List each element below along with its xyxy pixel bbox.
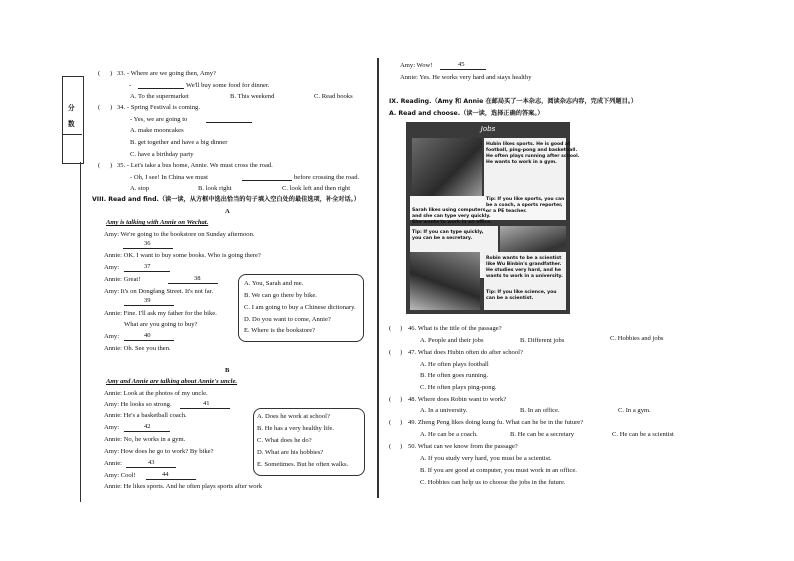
blank-36-number: 36 [144, 240, 151, 247]
q47-option-a: A. He often plays football [420, 361, 489, 368]
margin-line [80, 162, 81, 502]
tip2-line-1: Tip: If you can type quickly, [412, 230, 484, 235]
box-a-option-a: A. You, Sarah and me. [244, 280, 304, 287]
q50-option-a: A. If you study very hard, you must be a scientist. [420, 455, 552, 462]
q35-paren-open: ( [98, 162, 101, 169]
q49-option-c: C. He can be a scientist [612, 431, 674, 438]
q34-blank[interactable] [206, 122, 252, 123]
p2-line-2: and she can type very quickly. [412, 214, 491, 219]
q34-option-c: C. have a birthday party [130, 151, 194, 158]
q33-option-a: A. To the supermarket [130, 93, 189, 100]
panel-sports-photo [412, 138, 482, 196]
dialog-a-line-9: Annie: Oh. See you then. [104, 345, 171, 352]
q47-option-c: C. He often plays ping-pong. [420, 384, 497, 391]
p3-line-4: wants to work in a university. [486, 274, 563, 279]
q48-option-c: C. In a gym. [618, 407, 651, 414]
box-b-option-e: E. Sometimes. But he often walks. [257, 461, 349, 468]
q33-paren-close: ) [110, 70, 113, 77]
score-box-divider-2 [62, 134, 82, 135]
q46-option-a: A. People and their jobs [420, 337, 484, 344]
box-b-option-b: B. He has a very healthy life. [257, 425, 334, 432]
box-b-option-a: A. Does he work at school? [257, 413, 330, 420]
blank-41-number: 41 [203, 400, 210, 407]
section-9-title: IX. Reading.（Amy 和 Annie 在邮局买了一本杂志，阅读杂志内容，完成下列题目。） [389, 98, 638, 105]
q33-paren-open: ( [98, 70, 101, 77]
section-8-title: VIII. Read and find.（读一读，从方框中选出恰当的句子填入空白处的最佳选项，补全对话。） [92, 196, 360, 203]
q35-option-a: A. stop [130, 185, 150, 192]
q49-option-b: B. He can be a secretary [510, 431, 575, 438]
dialog-a-intro: Amy is talking with Annie on Wechat. [106, 219, 209, 226]
blank-42-number: 42 [144, 423, 151, 430]
magazine-title: Jobs [480, 125, 496, 133]
p3-line-1: Robin wants to be a scientist [486, 256, 562, 261]
p2-line-3: She wants to work in an office. [412, 220, 492, 225]
section-9-part-a: A. Read and choose.（读一读，选择正确的答案。） [389, 110, 544, 117]
score-box-divider [62, 76, 82, 77]
q35-blank[interactable] [242, 180, 292, 181]
q34-option-b: B. get together and have a big dinner [130, 139, 228, 146]
q35-line2-prefix: - Oh, I see! In China we must [130, 174, 209, 181]
blank-41[interactable] [180, 408, 230, 409]
q50-paren-close: ) [400, 443, 403, 450]
q35-option-c: C. look left and then right [282, 185, 351, 192]
blank-40-number: 40 [144, 332, 151, 339]
blank-44[interactable] [146, 479, 196, 480]
blank-37-number: 37 [144, 263, 151, 270]
blank-45[interactable] [440, 69, 486, 70]
blank-43[interactable] [126, 467, 176, 468]
tip3-line-2: can be a scientist. [486, 296, 534, 301]
dialog-b-line-2: Amy: He looks so strong. [104, 401, 172, 408]
box-a-option-d: D. Do you want to come, Annie? [244, 316, 331, 323]
blank-42[interactable] [124, 431, 170, 432]
box-a-option-b: B. We can go there by bike. [244, 292, 317, 299]
tip2-line-2: you can be a secretary. [412, 236, 473, 241]
q48-paren-open: ( [389, 396, 392, 403]
dialog-a-line-8: Amy: [104, 333, 120, 340]
q34-line2: - Yes, we are going to [130, 116, 188, 123]
blank-37[interactable] [124, 271, 170, 272]
dialog-b-line-5: Annie: No, he works in a gym. [104, 436, 186, 443]
section-8-part-b: B [225, 367, 230, 374]
panel-science-photo-block [410, 252, 480, 310]
dialog-b-line-9: Annie: He likes sports. And he often plays sports after work [104, 483, 263, 490]
tip1-line-3: or a PE teacher. [486, 209, 527, 214]
q33-option-c: C. Read books [314, 93, 353, 100]
q48-paren-close: ) [400, 396, 403, 403]
q46-question: 46. What is the title of the passage? [408, 325, 502, 332]
q47-paren-close: ) [400, 349, 403, 356]
dialog-b-intro: Amy and Annie are talking about Annie's uncle. [106, 378, 238, 385]
q50-question: 50. What can we know from the passage? [408, 443, 518, 450]
q48-option-a: A. In a university. [420, 407, 468, 414]
dialog-b-line-7: Annie: [104, 460, 122, 467]
dialog-b-line-6: Amy: How does he go to work? By bike? [104, 448, 214, 455]
q50-option-c: C. Hobbies can help us to choose the jobs in the future. [420, 479, 566, 486]
p1-line-1: Hubin likes sports. He is good at [486, 142, 571, 147]
q46-paren-close: ) [400, 325, 403, 332]
q34-option-a: A. make mooncakes [130, 127, 184, 134]
q50-paren-open: ( [389, 443, 392, 450]
p3-line-3: He studies very hard, and he [486, 268, 561, 273]
q35-option-b: B. look right [198, 185, 232, 192]
dialog-a-line-2: Annie: OK. I want to buy some books. Who is going there? [104, 252, 261, 259]
q50-option-b: B. If you are good at computer, you must work in an office. [420, 467, 577, 474]
p1-line-4: He wants to work in a gym. [486, 160, 557, 165]
q33-option-b: B. This weekend [230, 93, 275, 100]
p1-line-3: He often plays running after school. [486, 154, 580, 159]
dialog-a-line-7: What are you going to buy? [124, 321, 198, 328]
q33-blank[interactable] [138, 88, 184, 89]
q48-option-b: B. In an office. [520, 407, 560, 414]
q49-option-a: A. He can be a coach. [420, 431, 478, 438]
q49-question: 49. Zheng Peng likes doing kung fu. What can he be in the future? [408, 419, 584, 426]
q47-paren-open: ( [389, 349, 392, 356]
p2-line-1: Sarah likes using computers, [412, 208, 488, 213]
q34-paren-close: ) [110, 104, 113, 111]
center-divider [377, 58, 379, 498]
blank-39-number: 39 [144, 297, 151, 304]
dialog-a-line-4: Annie: Great! [104, 276, 141, 283]
q47-option-b: B. He often goes running. [420, 372, 489, 379]
right-top-line-1: Amy: Wow! [400, 62, 433, 69]
blank-43-number: 43 [148, 459, 155, 466]
q46-option-c: C. Hobbies and jobs [610, 335, 664, 342]
q35-paren-close: ) [110, 162, 113, 169]
q47-question: 47. What does Hubin often do after school? [408, 349, 523, 356]
box-b-option-d: D. What are his hobbies? [257, 449, 324, 456]
dialog-b-line-8: Amy: Cool! [104, 472, 136, 479]
q33-line2-prefix: - [129, 82, 132, 89]
box-a-option-c: C. I am going to buy a Chinese dictionary. [244, 304, 356, 311]
box-b-option-c: C. What does he do? [257, 437, 312, 444]
q34-paren-open: ( [98, 104, 101, 111]
q33-line2-suffix: We'll buy some food for dinner. [186, 82, 270, 89]
q46-paren-open: ( [389, 325, 392, 332]
dialog-b-line-1: Annie: Look at the photos of my uncle. [104, 390, 208, 397]
score-label-1: 分 [68, 104, 75, 112]
q34-question: 34. - Spring Festival is coming. [117, 104, 200, 111]
p1-line-2: football, ping-pong and basketball. [486, 148, 578, 153]
blank-44-number: 44 [162, 471, 169, 478]
score-label-2: 数 [68, 120, 75, 128]
dialog-a-line-6: Annie: Fine. I'll ask my father for the bike. [104, 310, 217, 317]
dialog-a-line-3: Amy: [104, 264, 120, 271]
tip1-line-2: be a coach, a sports reporter, [486, 203, 563, 208]
q35-question: 35. - Let's take a bus home, Annie. We must cross the road. [117, 162, 273, 169]
right-top-line-2: Annie: Yes. He works very hard and stays healthy [400, 74, 532, 81]
section-8-part-a: A [225, 208, 230, 215]
q33-question: 33. - Where are we going then, Amy? [117, 70, 216, 77]
blank-40[interactable] [124, 340, 174, 341]
tip1-line-1: Tip: If you like sports, you can [486, 197, 565, 202]
blank-45-number: 45 [458, 61, 465, 68]
dialog-a-line-1: Amy: We're going to the bookstore on Sunday afternoon. [104, 231, 255, 238]
dialog-b-line-3: Annie: He's a basketball coach. [104, 412, 187, 419]
dialog-b-line-4: Amy: [104, 424, 120, 431]
blank-38[interactable] [168, 283, 218, 284]
dialog-a-line-5: Amy: It's on Dongfang Street. It's not far. [104, 288, 214, 295]
p3-line-2: like Wu Binbin's grandfather. [486, 262, 562, 267]
box-a-option-e: E. Where is the bookstore? [244, 327, 316, 334]
q46-option-b: B. Different jobs [520, 337, 565, 344]
blank-38-number: 38 [194, 275, 201, 282]
q49-paren-close: ) [400, 419, 403, 426]
blank-39[interactable] [124, 305, 174, 306]
q35-line2-suffix: before crossing the road. [294, 174, 360, 181]
q49-paren-open: ( [389, 419, 392, 426]
tip3-line-1: Tip: If you like science, you [486, 290, 557, 295]
blank-36[interactable] [123, 248, 173, 249]
q48-question: 48. Where does Robin want to work? [408, 396, 507, 403]
